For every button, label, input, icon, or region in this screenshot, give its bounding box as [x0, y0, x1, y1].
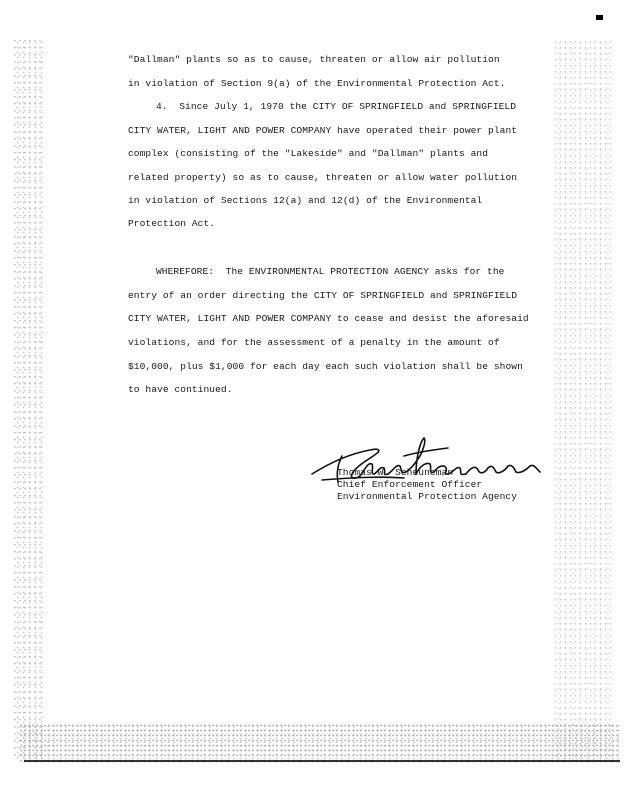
paragraph-line: CITY WATER, LIGHT AND POWER COMPANY to cease and desist the aforesaid	[128, 313, 529, 324]
paragraph-line: in violation of Sections 12(a) and 12(d) of the Environmental	[128, 195, 483, 206]
paragraph-line: Protection Act.	[128, 218, 216, 229]
paragraph-line: entry of an order directing the CITY OF SPRINGFIELD and SPRINGFIELD	[128, 290, 518, 301]
scan-noise-bottom	[20, 724, 620, 764]
paragraph-line: complex (consisting of the "Lakeside" and "Dallman" plants and	[128, 148, 489, 159]
paragraph-line: $10,000, plus $1,000 for each day each such violation shall be shown	[128, 361, 523, 372]
signatory-title: Chief Enforcement Officer	[337, 479, 483, 490]
paragraph-line: 4. Since July 1, 1970 the CITY OF SPRINGFIELD and SPRINGFIELD	[156, 101, 517, 112]
scan-noise-right	[554, 40, 614, 760]
paragraph-line: to have continued.	[128, 384, 233, 395]
paragraph-line: in violation of Section 9(a) of the Environmental Protection Act.	[128, 78, 506, 89]
paragraph-line: WHEREFORE: The ENVIRONMENTAL PROTECTION AGENCY asks for the	[156, 266, 505, 277]
signatory-name: Thomas W. Scheuneman	[337, 467, 454, 478]
paragraph-line: related property) so as to cause, threaten or allow water pollution	[128, 172, 518, 183]
paragraph-line: CITY WATER, LIGHT AND POWER COMPANY have operated their power plant	[128, 125, 518, 136]
page-bottom-edge	[24, 760, 620, 762]
scan-noise-left	[14, 40, 44, 760]
signatory-agency: Environmental Protection Agency	[337, 491, 518, 502]
corner-mark	[596, 15, 603, 20]
paragraph-line: violations, and for the assessment of a penalty in the amount of	[128, 337, 500, 348]
paragraph-line: "Dallman" plants so as to cause, threaten or allow air pollution	[128, 54, 500, 65]
